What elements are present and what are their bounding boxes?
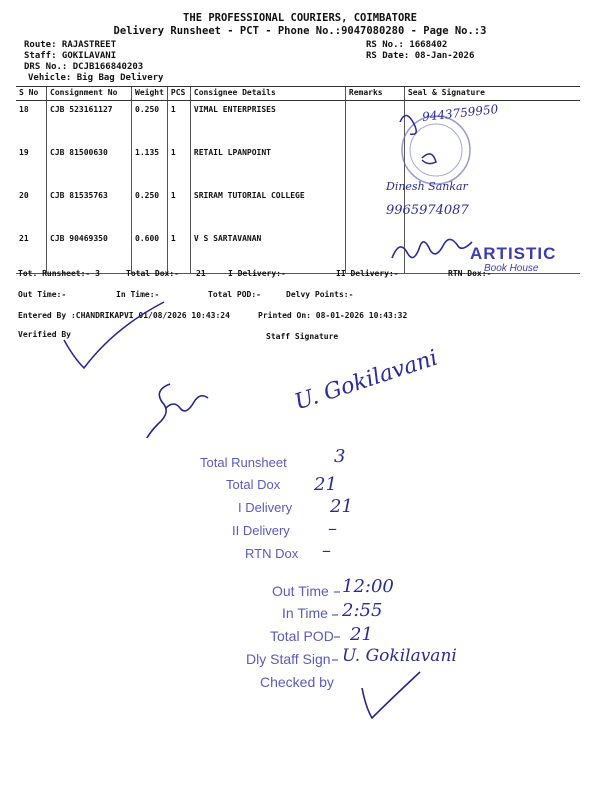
delvy-points-label: Delvy Points:- bbox=[286, 290, 354, 299]
cell-consignment: CJB 523161127 bbox=[47, 101, 132, 145]
cell-weight: 1.135 bbox=[132, 144, 168, 187]
entered-by-label: Entered By :CHANDRIKAPVI 01/08/2026 10:43:24 bbox=[18, 311, 230, 320]
stamp-i-delivery-value: 21 bbox=[330, 496, 353, 517]
dly-staff-sign-value: U. Gokilavani bbox=[342, 646, 457, 666]
staff-label: Staff: GOKILAVANI bbox=[24, 51, 117, 61]
stamp-total-runsheet-value: 3 bbox=[334, 446, 346, 467]
total-dox-value: 21 bbox=[196, 269, 206, 278]
col-weight: Weight bbox=[132, 87, 168, 101]
handwritten-name: Dinesh Sankar bbox=[386, 180, 468, 193]
cell-consignment: CJB 81535763 bbox=[47, 187, 132, 230]
handwritten-phone-1: 9443759950 bbox=[421, 102, 499, 124]
staff-full-signature: U. Gokilavani bbox=[291, 345, 441, 416]
shop-stamp-brand: ARTISTIC bbox=[470, 244, 557, 263]
out-time-label: Out Time:- bbox=[18, 290, 67, 299]
company-title: THE PROFESSIONAL COURIERS, COIMBATORE bbox=[183, 12, 417, 24]
cell-weight: 0.600 bbox=[132, 230, 168, 274]
col-seal-signature: Seal & Signature bbox=[404, 87, 580, 101]
stamp-ii-delivery-label: II Delivery bbox=[232, 523, 290, 538]
tot-runsheet-label: Tot. Runsheet:- 3 bbox=[18, 269, 100, 278]
stamp-total-runsheet-label: Total Runsheet bbox=[200, 455, 287, 470]
out-time-stamp-value: 12:00 bbox=[342, 576, 394, 597]
drs-label: DRS No.: DCJB166840203 bbox=[24, 62, 144, 72]
col-pcs: PCS bbox=[167, 87, 190, 101]
stamp-total-dox-value: 21 bbox=[314, 474, 337, 495]
runsheet-subtitle: Delivery Runsheet - PCT - Phone No.:9047080280 - Page No.:3 bbox=[113, 25, 487, 37]
cell-sno: 19 bbox=[19, 148, 29, 157]
vehicle-label: Vehicle: Big Bag Delivery bbox=[28, 73, 164, 83]
printed-on-label: Printed On: 08-01-2026 10:43:32 bbox=[258, 311, 408, 320]
col-remarks: Remarks bbox=[345, 87, 404, 101]
checked-by-stroke bbox=[356, 668, 426, 728]
cell-weight: 0.250 bbox=[132, 187, 168, 230]
cell-consignee: VIMAL ENTERPRISES bbox=[190, 101, 345, 145]
staff-signature-label: Staff Signature bbox=[266, 332, 339, 341]
stamp-i-delivery-label: I Delivery bbox=[238, 500, 293, 515]
in-time-label: In Time:- bbox=[116, 290, 160, 299]
cell-consignment: CJB 90469350 bbox=[47, 230, 132, 274]
ii-delivery-label: II Delivery:- bbox=[336, 269, 399, 278]
in-time-stamp-label: In Time bbox=[282, 605, 328, 621]
verified-by-label: Verified By bbox=[18, 330, 71, 339]
col-sno: S No bbox=[16, 87, 47, 101]
cell-pcs: 1 bbox=[167, 101, 190, 145]
cell-consignee: V S SARTAVANAN bbox=[190, 230, 345, 274]
route-label: Route: RAJASTREET bbox=[24, 40, 117, 50]
cell-weight: 0.250 bbox=[132, 101, 168, 145]
total-pod-label: Total POD:- bbox=[208, 290, 261, 299]
dly-staff-sign-stamp-label: Dly Staff Sign bbox=[246, 651, 331, 667]
stamp-rtn-dox-value: – bbox=[322, 540, 331, 561]
checked-by-stamp-label: Checked by bbox=[260, 674, 334, 690]
col-consignee: Consignee Details bbox=[190, 87, 345, 101]
total-pod-stamp-label: Total POD bbox=[270, 628, 334, 644]
total-pod-stamp-value: 21 bbox=[350, 624, 373, 645]
shop-stamp-sub: Book House bbox=[484, 263, 539, 274]
stamp-rtn-dox-label: RTN Dox bbox=[245, 546, 299, 561]
cell-sno: 18 bbox=[19, 105, 29, 114]
stamp-ii-delivery-value: – bbox=[328, 518, 337, 539]
total-dox-label: Total Dox:- bbox=[126, 269, 179, 278]
cell-pcs: 1 bbox=[167, 144, 190, 187]
cell-pcs: 1 bbox=[167, 230, 190, 274]
rs-no-label: RS No.: 1668402 bbox=[366, 40, 448, 50]
rtn-dox-label: RTN Dox:- bbox=[448, 269, 492, 278]
col-consignment: Consignment No bbox=[47, 87, 132, 101]
rs-date-label: RS Date: 08-Jan-2026 bbox=[366, 51, 475, 61]
cell-pcs: 1 bbox=[167, 187, 190, 230]
out-time-stamp-label: Out Time bbox=[272, 583, 329, 599]
cell-consignee: SRIRAM TUTORIAL COLLEGE bbox=[190, 187, 345, 230]
cell-sno: 21 bbox=[16, 230, 47, 274]
i-delivery-label: I Delivery:- bbox=[228, 269, 286, 278]
cell-consignment: CJB 81500630 bbox=[47, 144, 132, 187]
cell-sno: 20 bbox=[19, 191, 29, 200]
handwritten-phone-2: 9965974087 bbox=[386, 203, 469, 218]
cell-consignee: RETAIL LPANPOINT bbox=[190, 144, 345, 187]
stamp-total-dox-label: Total Dox bbox=[226, 477, 281, 492]
in-time-stamp-value: 2:55 bbox=[342, 600, 383, 621]
